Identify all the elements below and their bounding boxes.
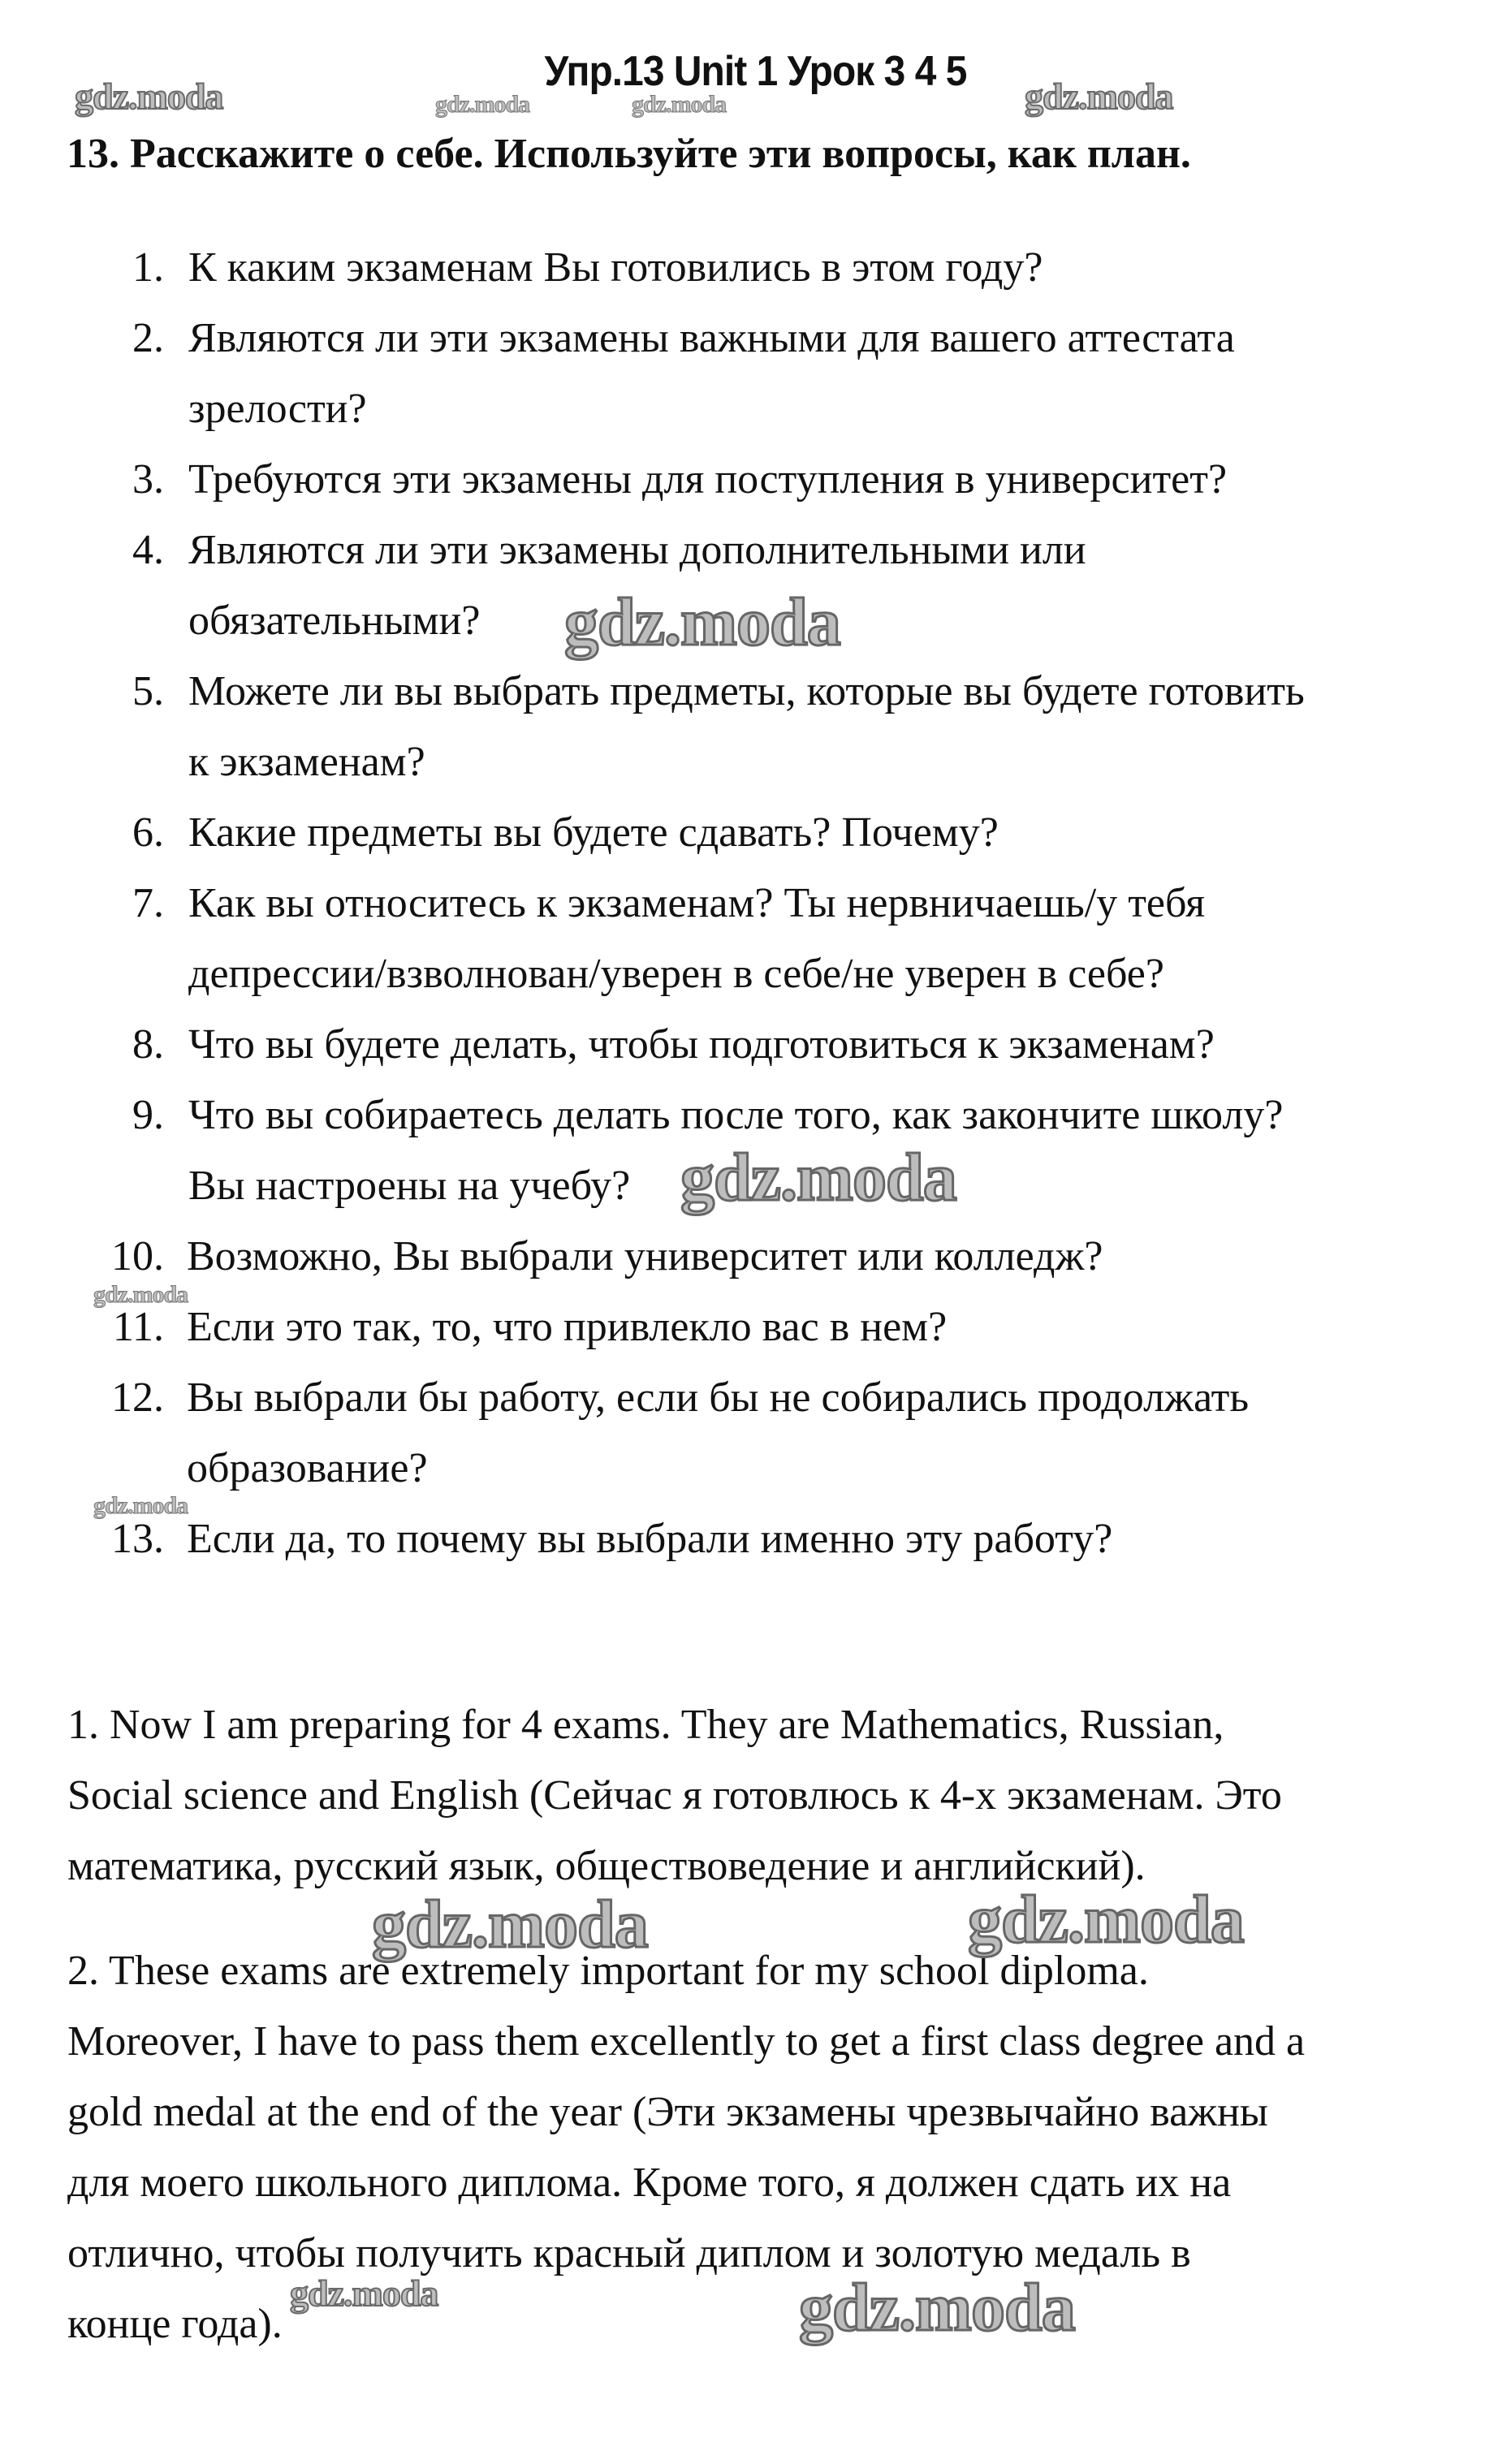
exercise-heading: 13. Расскажите о себе. Используйте эти вопросы, как план. <box>67 131 1191 177</box>
watermark: gdz.moda <box>75 76 223 117</box>
answer-text: 1. Now I am preparing for 4 exams. They are Mathematics, Russian, <box>67 1702 1224 1748</box>
watermark: gdz.moda <box>93 1281 188 1308</box>
question-text: образование? <box>187 1445 428 1491</box>
question-text: Что вы будете делать, чтобы подготовиться к экзаменам? <box>188 1021 1215 1068</box>
question-text: Требуются эти экзамены для поступления в университет? <box>188 456 1228 503</box>
watermark: gdz.moda <box>680 1140 956 1215</box>
answer-text: 2. These exams are extremely important for my school diploma. <box>67 1948 1149 1994</box>
question-number: 9. <box>132 1092 164 1138</box>
question-text: Являются ли эти экзамены важными для вашего аттестата <box>188 315 1235 361</box>
answer-text: Moreover, I have to pass them excellently to get a first class degree and a <box>67 2018 1306 2065</box>
watermark: gdz.moda <box>290 2272 438 2314</box>
question-text: К каким экзаменам Вы готовились в этом году? <box>188 244 1043 291</box>
question-text: Вы настроены на учебу? <box>188 1163 631 1209</box>
question-number: 2. <box>132 315 164 361</box>
answer-text: конце года). <box>67 2301 283 2347</box>
question-number: 8. <box>132 1021 164 1068</box>
watermark: gdz.moda <box>372 1887 648 1962</box>
question-text: Если это так, то, что привлекло вас в нем? <box>187 1304 948 1350</box>
watermark: gdz.moda <box>93 1492 188 1519</box>
answer-text: Social science and English (Сейчас я готовлюсь к 4-х экзаменам. Это <box>67 1772 1282 1819</box>
question-number: 4. <box>132 527 164 573</box>
answer-text: gold medal at the end of the year (Эти экзамены чрезвычайно важны <box>67 2089 1268 2135</box>
question-number: 10. <box>111 1233 164 1279</box>
question-number: 3. <box>132 456 164 503</box>
question-text: Как вы относитесь к экзаменам? Ты нервничаешь/у тебя <box>188 880 1206 926</box>
question-text: к экзаменам? <box>188 739 425 785</box>
question-text: Можете ли вы выбрать предметы, которые вы будете готовить <box>188 668 1305 714</box>
page-title: Упр.13 Unit 1 Урок 3 4 5 <box>544 48 967 95</box>
watermark: gdz.moda <box>632 91 727 118</box>
question-text: зрелости? <box>188 386 367 432</box>
question-text: депрессии/взволнован/уверен в себе/не уверен в себе? <box>188 951 1164 997</box>
watermark: gdz.moda <box>435 91 530 118</box>
answer-text: для моего школьного диплома. Кроме того, я должен сдать их на <box>67 2160 1232 2206</box>
question-text: Что вы собираетесь делать после того, как закончите школу? <box>188 1092 1284 1138</box>
question-number: 5. <box>132 668 164 714</box>
question-number: 7. <box>132 880 164 926</box>
answer-text: математика, русский язык, обществоведение и английский). <box>67 1843 1146 1889</box>
watermark: gdz.moda <box>1025 76 1173 117</box>
question-text: Являются ли эти экзамены дополнительными или <box>188 527 1086 573</box>
watermark: gdz.moda <box>564 585 840 660</box>
question-number: 13. <box>111 1516 164 1562</box>
question-number: 11. <box>112 1304 164 1350</box>
question-text: обязательными? <box>188 598 481 644</box>
question-text: Возможно, Вы выбрали университет или колледж? <box>187 1233 1103 1279</box>
question-number: 6. <box>132 809 164 856</box>
watermark: gdz.moda <box>799 2270 1075 2345</box>
question-number: 1. <box>132 244 164 291</box>
answer-text: отлично, чтобы получить красный диплом и золотую медаль в <box>67 2230 1191 2276</box>
question-text: Какие предметы вы будете сдавать? Почему? <box>188 809 999 856</box>
question-text: Вы выбрали бы работу, если бы не собирались продолжать <box>187 1374 1250 1421</box>
question-number: 12. <box>111 1374 164 1421</box>
watermark: gdz.moda <box>968 1882 1244 1957</box>
question-text: Если да, то почему вы выбрали именно эту работу? <box>187 1516 1113 1562</box>
